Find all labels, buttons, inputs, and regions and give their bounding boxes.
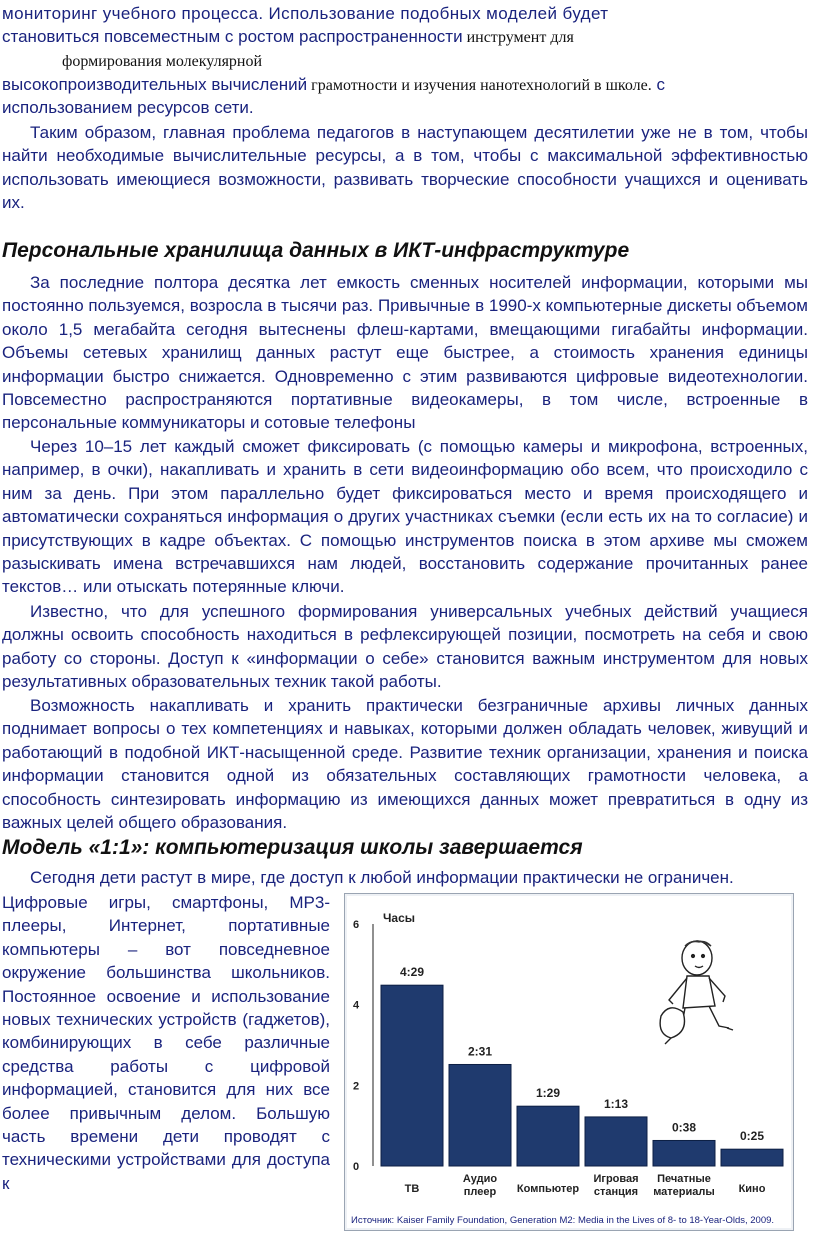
y-tick-label: 0	[353, 1161, 360, 1173]
paragraph: За последние полтора десятка лет емкость сменных носителей информации, которыми мы постоянно пользуемся, возросла в тысячи раз. Привычные в 1990-х компьютерные дискеты объемом около 1,5 мегабайта сегодня вытеснены флеш-картами, вмещающими гигабайты информации. Объемы сетевых хранилищ данных растут еще быстрее, а стоимость хранения единицы информации быстро снижается. Одновременно с этим развиваются цифровые видеотехнологии. Повсеместно распространяются портативные видеокамеры, в том числе, встроенные в персональные коммуникаторы и сотовые телефоны	[2, 273, 808, 433]
chart-figure	[344, 893, 794, 1231]
category-label	[463, 1173, 498, 1198]
data-label: 0:25	[739, 1129, 765, 1144]
text-line	[2, 25, 574, 49]
bar	[721, 1149, 783, 1166]
paragraph: Известно, что для успешного формирования универсальных учебных действий учащиеся должны освоить способность находиться в рефлексирующей позиции, посмотреть на себя и свою работу со стороны. Доступ к «информации о себе» становится важным инструментом для новых результативных образовательных техник такой работы.	[2, 602, 808, 692]
boy-walking-icon	[643, 932, 753, 1058]
text-span: с	[651, 75, 665, 94]
data-label: 1:29	[535, 1086, 561, 1101]
text-span: инструмент для	[462, 29, 574, 46]
category-label	[653, 1173, 715, 1198]
data-label: 2:31	[467, 1044, 493, 1059]
paragraph: Возможность накапливать и хранить практически безграничные архивы личных данных поднимает вопросы о тех компетенциях и навыках, которыми должен обладать человек, живущий и работающий в подобной ИКТ-насыщенной среде. Развитие техник организации, хранения и поиска информации становится одной из обязательных составляющих грамотности человека, а способность синтезировать информацию из имеющихся данных может превратиться в одну из важных целей общего образования.	[2, 696, 808, 833]
text-line	[62, 49, 262, 73]
text-line	[2, 73, 665, 97]
category-label-line: станция	[593, 1186, 639, 1198]
category-label-line: Аудио	[462, 1173, 498, 1185]
text-span: становиться повсеместным с ростом распространенности	[2, 27, 463, 46]
bar	[585, 1117, 647, 1166]
category-label	[739, 1183, 766, 1195]
category-label-line: ТВ	[404, 1183, 420, 1195]
data-label: 1:13	[603, 1096, 629, 1111]
category-label	[517, 1183, 579, 1195]
chart-source: Источник: Kaiser Family Foundation, Generation M2: Media in the Lives of 8- to 18-Year-Olds, 2009.	[351, 1215, 775, 1226]
text-span: формирования молекулярной	[62, 53, 263, 70]
category-label	[405, 1183, 420, 1195]
data-label: 4:29	[399, 965, 425, 980]
y-tick-label: 6	[353, 919, 360, 931]
text-span: грамотности и изучения нанотехнологий в школе.	[307, 77, 652, 94]
paragraph: Цифровые игры, смартфоны, MP3-плееры, Интернет, портативные компьютеры – вот повседневное окружение большинства школьников. Постоянное освоение и использование новых технических устройств (гаджетов), комбинирующих в себе различные средства работы с цифровой информацией, становится для них все более привычным делом. Большую часть времени дети проводят с техническими устройствами для доступа к	[2, 893, 330, 1193]
bar-chart	[347, 896, 791, 1228]
paragraph: Через 10–15 лет каждый сможет фиксировать (с помощью камеры и микрофона, встроенных, например, в очки), накапливать и хранить в сети видеоинформацию обо всем, что происходило с ним за день. При этом параллельно будет фиксироваться место и время происходящего и автоматически сохраняться информация о других участниках съемки (если есть их на то согласие) и присутствующих в кадре объектах. С помощью инструментов поиска в этом архиве мы сможем разыскивать имена встречавшихся нам людей, восстановить содержание прочитанных ранее текстов… или отыскать потерянные ключи.	[2, 437, 808, 597]
bar	[381, 985, 443, 1166]
text-span: использованием ресурсов сети.	[2, 98, 254, 117]
text-span: высокопроизводительных вычислений	[2, 75, 308, 94]
paragraph: Таким образом, главная проблема педагогов в наступающем десятилетии уже не в том, чтобы найти необходимые вычислительные ресурсы, а в том, чтобы с максимальной эффективностью использовать имеющиеся возможности, развивать творческие способности учащихся и оценивать их.	[2, 123, 808, 213]
y-axis-label: Часы	[383, 911, 416, 925]
category-label-line: плеер	[463, 1186, 497, 1198]
chart-panel	[347, 896, 791, 1228]
category-label	[593, 1173, 638, 1198]
bar	[653, 1140, 715, 1166]
text-span: мониторинг учебного процесса. Использование подобных моделей будет	[2, 4, 609, 23]
section-heading: Персональные хранилища данных в ИКТ-инфраструктуре	[2, 239, 630, 262]
paragraph: Сегодня дети растут в мире, где доступ к любой информации практически не ограничен.	[30, 868, 734, 887]
bar	[449, 1064, 511, 1166]
bar	[517, 1106, 579, 1166]
category-label-line: Игровая	[593, 1173, 639, 1185]
y-tick-label: 2	[353, 1080, 360, 1093]
category-label-line: материалы	[653, 1186, 715, 1198]
category-label-line: Печатные	[657, 1173, 711, 1185]
text-line	[2, 96, 254, 119]
category-label-line: Компьютер	[516, 1183, 580, 1195]
y-tick-label: 4	[353, 999, 360, 1012]
data-label: 0:38	[671, 1120, 697, 1135]
category-label-line: Кино	[738, 1183, 766, 1195]
text-line	[2, 2, 608, 25]
section-heading: Модель «1:1»: компьютеризация школы завершается	[2, 836, 583, 859]
